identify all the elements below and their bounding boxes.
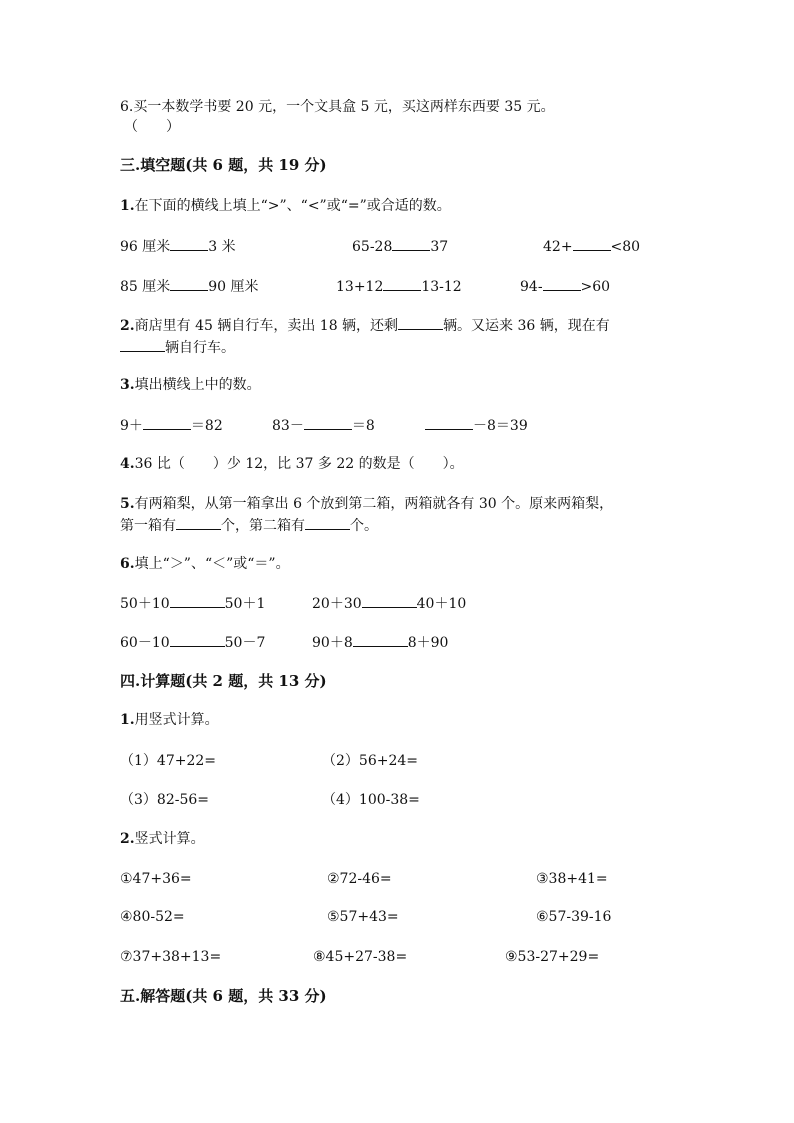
s4-q2-item: ⑦37+38+13= xyxy=(120,949,222,965)
s4-q2-item: ⑨53-27+29= xyxy=(505,949,600,965)
left-term: 20＋30 xyxy=(312,596,362,612)
s4-q1-item: （1）47+22= xyxy=(120,753,216,769)
answer-blank[interactable] xyxy=(573,236,611,251)
right-term: 3 米 xyxy=(208,239,236,255)
answer-blank[interactable] xyxy=(392,236,430,251)
s3-q1-row2-a xyxy=(120,276,259,297)
right-term: <80 xyxy=(610,239,641,255)
right-term: 8＋90 xyxy=(407,635,449,651)
s4-q2-item: ⑧45+27-38= xyxy=(313,949,408,965)
left-term: 65-28 xyxy=(352,239,393,255)
left-term: 50＋10 xyxy=(120,596,170,612)
question-text: 36 比（ ）少 12，比 37 多 22 的数是（ ）。 xyxy=(134,456,464,472)
left-term: 90＋8 xyxy=(312,635,353,651)
left-term: 60－10 xyxy=(120,635,170,651)
section-4-title: 四.计算题(共 2 题，共 13 分) xyxy=(120,672,327,690)
question-number: 3. xyxy=(120,377,135,393)
answer-blank[interactable] xyxy=(170,632,225,647)
answer-blank[interactable] xyxy=(305,515,350,530)
q6-judge-answer-paren[interactable]: （ ） xyxy=(124,119,180,135)
question-number: 2. xyxy=(120,318,135,334)
s4-q2-item: ③38+41= xyxy=(536,871,608,887)
right-term: 50－7 xyxy=(224,635,266,651)
answer-blank[interactable] xyxy=(362,593,417,608)
answer-blank[interactable] xyxy=(176,515,221,530)
s3-q6-row1-b xyxy=(312,593,466,614)
right-term: ＝82 xyxy=(190,418,223,434)
s4-q1-item: （4）100-38= xyxy=(322,792,420,808)
right-term: 37 xyxy=(430,239,449,255)
question-text: 个。 xyxy=(350,518,378,534)
s3-q3-c xyxy=(425,415,528,436)
right-term: >60 xyxy=(580,279,611,295)
section-3-title: 三.填空题(共 6 题，共 19 分) xyxy=(120,156,327,174)
left-term: 85 厘米 xyxy=(120,279,171,295)
s3-q5-line2 xyxy=(120,515,378,536)
s3-q6-row2-a xyxy=(120,632,265,653)
left-term: 96 厘米 xyxy=(120,239,171,255)
answer-blank[interactable] xyxy=(170,593,225,608)
answer-blank[interactable] xyxy=(120,337,165,352)
s3-q1-row1-b xyxy=(352,236,448,257)
answer-blank[interactable] xyxy=(170,276,208,291)
s4-q1-prompt xyxy=(120,710,219,730)
s3-q5-line1 xyxy=(120,494,613,514)
s3-q6-row1-a xyxy=(120,593,265,614)
s4-q1-item: （3）82-56= xyxy=(120,792,209,808)
question-text: 商店里有 45 辆自行车，卖出 18 辆，还剩 xyxy=(134,318,399,334)
question-text: 第一箱有 xyxy=(120,518,176,534)
question-text: 辆。又运来 36 辆，现在有 xyxy=(443,318,610,334)
question-number: 1. xyxy=(120,198,135,214)
left-term: 42+ xyxy=(543,239,573,255)
answer-blank[interactable] xyxy=(304,415,352,430)
answer-blank[interactable] xyxy=(143,415,191,430)
s3-q1-prompt xyxy=(120,196,451,216)
question-text: 用竖式计算。 xyxy=(134,712,219,728)
s3-q1-row2-b xyxy=(336,276,462,297)
question-number: 5. xyxy=(120,496,135,512)
question-text: 在下面的横线上填上“>”、“<”或“=”或合适的数。 xyxy=(134,198,451,214)
question-number: 4. xyxy=(120,456,135,472)
question-number: 6. xyxy=(120,556,135,572)
question-text: 个，第二箱有 xyxy=(221,518,305,534)
s3-q2-line1 xyxy=(120,315,610,336)
s4-q2-item: ②72-46= xyxy=(327,871,392,887)
s4-q2-item: ⑤57+43= xyxy=(327,909,399,925)
section-5-title: 五.解答题(共 6 题，共 33 分) xyxy=(120,987,327,1005)
answer-blank[interactable] xyxy=(425,415,473,430)
right-term: ＝8 xyxy=(351,418,375,434)
left-term: 9＋ xyxy=(120,418,143,434)
question-text: 竖式计算。 xyxy=(134,831,205,847)
answer-blank[interactable] xyxy=(353,632,408,647)
answer-blank[interactable] xyxy=(543,276,581,291)
right-term: －8＝39 xyxy=(473,418,528,434)
left-term: 13+12 xyxy=(336,279,384,295)
right-term: 13-12 xyxy=(421,279,462,295)
answer-blank[interactable] xyxy=(398,315,443,330)
s3-q3-a xyxy=(120,415,223,436)
s4-q2-item: ④80-52= xyxy=(120,909,185,925)
question-text: 填出横线上中的数。 xyxy=(134,377,261,393)
question-text: 辆自行车。 xyxy=(165,340,235,356)
answer-blank[interactable] xyxy=(170,236,208,251)
answer-blank[interactable] xyxy=(383,276,421,291)
question-number: 2. xyxy=(120,831,135,847)
s3-q6-prompt xyxy=(120,554,290,574)
left-term: 94- xyxy=(520,279,543,295)
right-term: 90 厘米 xyxy=(208,279,259,295)
s3-q3-b xyxy=(272,415,375,436)
s4-q2-prompt xyxy=(120,829,205,849)
right-term: 40＋10 xyxy=(416,596,467,612)
s3-q1-row1-c xyxy=(543,236,640,257)
s3-q1-row2-c xyxy=(520,276,610,297)
s3-q4 xyxy=(120,454,464,474)
left-term: 83－ xyxy=(272,418,304,434)
question-text: 有两箱梨，从第一箱拿出 6 个放到第二箱，两箱就各有 30 个。原来两箱梨， xyxy=(134,496,614,512)
question-number: 1. xyxy=(120,712,135,728)
q6-judge-text: 6.买一本数学书要 20 元，一个文具盒 5 元，买这两样东西要 35 元。 xyxy=(120,99,555,115)
question-text: 填上“＞”、“＜”或“＝”。 xyxy=(134,556,290,572)
s3-q3-prompt xyxy=(120,375,261,395)
s4-q2-item: ⑥57-39-16 xyxy=(536,909,612,925)
s4-q2-item: ①47+36= xyxy=(120,871,192,887)
right-term: 50＋1 xyxy=(224,596,266,612)
s3-q1-row1-a xyxy=(120,236,236,257)
s4-q1-item: （2）56+24= xyxy=(322,753,418,769)
s3-q6-row2-b xyxy=(312,632,448,653)
s3-q2-line2 xyxy=(120,337,235,358)
